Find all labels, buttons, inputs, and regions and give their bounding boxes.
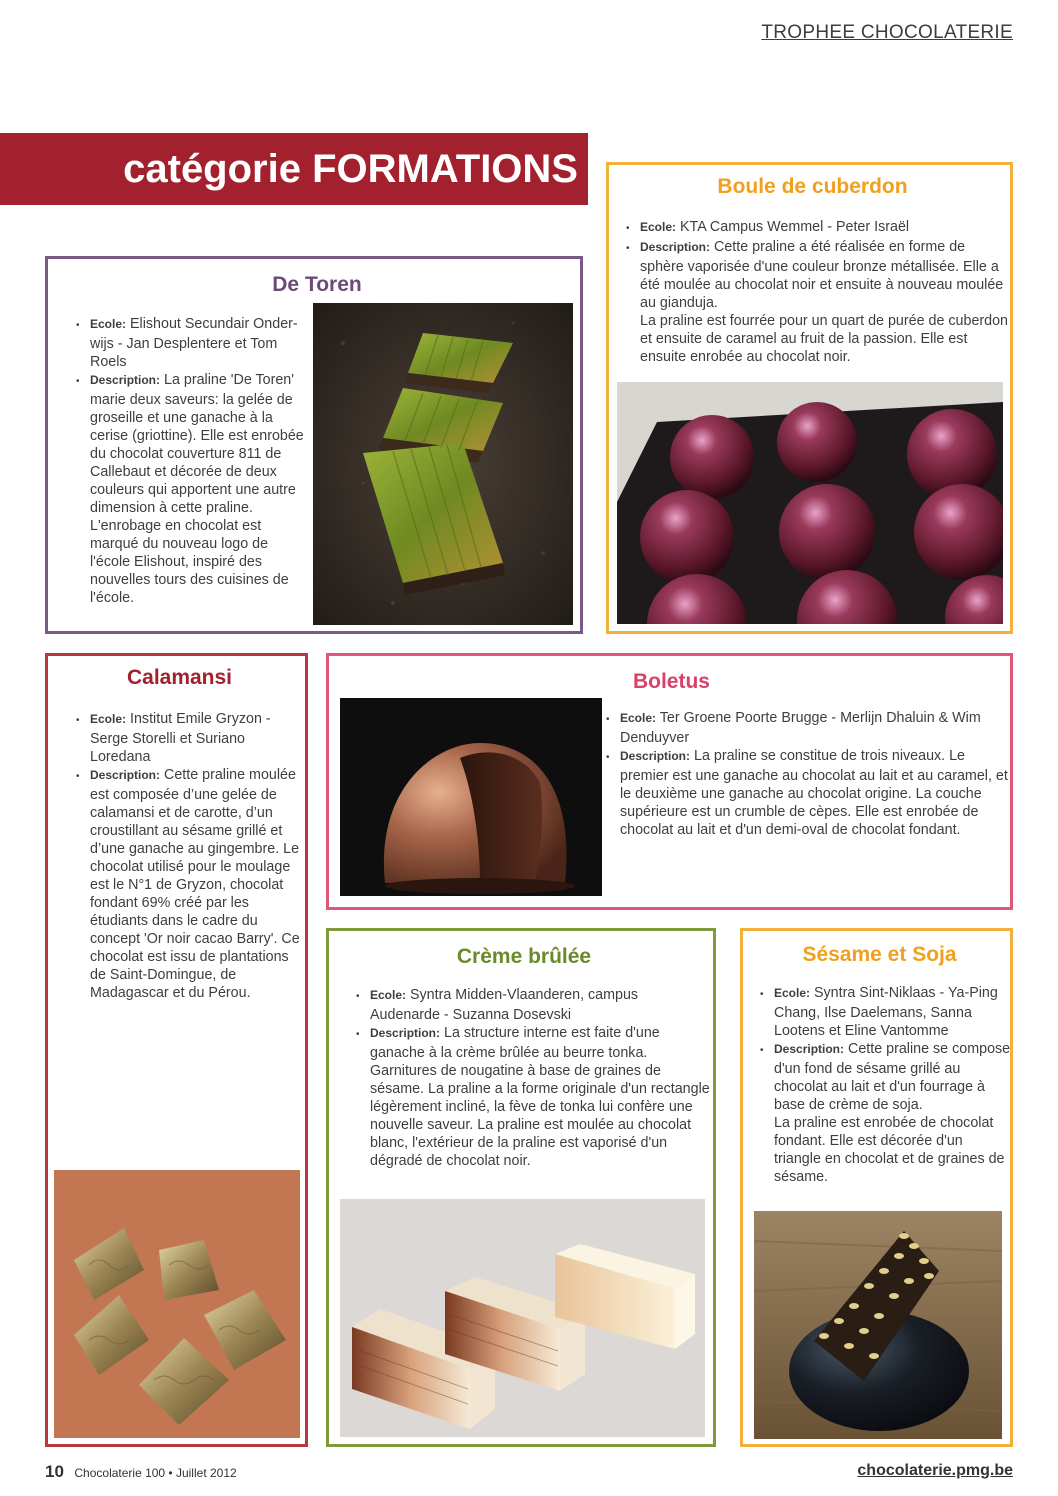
entry-calamansi xyxy=(45,653,308,1447)
category-banner xyxy=(0,133,588,205)
description-continued: La praline est fourrée pour un quart de purée de cuberdon et ensuite de caramel au fruit de la passion. Elle est ensuite enrobée au chocolat noir. xyxy=(640,313,1009,365)
entry-de-toren xyxy=(45,256,583,634)
ecole-line: • Ecole: Elishout Secundair Onder-wijs - Jan Desplentere et Tom Roels xyxy=(76,316,298,370)
entry-title: De Toren xyxy=(272,273,362,296)
ecole-line: • Ecole: Syntra Sint-Niklaas - Ya-Ping Chang, Ilse Daelemans, Sanna Lootens et Eline Vantomme xyxy=(760,985,998,1039)
photo-de-toren-pralines xyxy=(313,303,573,625)
category-title: catégorie FORMATIONS xyxy=(123,146,578,191)
description-label: Description: xyxy=(774,1042,845,1056)
entry-title: Crème brûlée xyxy=(456,945,592,968)
website-link[interactable]: chocolaterie.pmg.be xyxy=(857,1462,1013,1479)
ecole-line: • Ecole: Institut Emile Gryzon - Serge Storelli et Suriano Loredana xyxy=(76,711,271,765)
entry-description-block xyxy=(356,986,711,1170)
ecole-line: • Ecole: Syntra Midden-Vlaanderen, campus Audenarde - Suzanna Dosevski xyxy=(356,987,639,1023)
description-label: Description: xyxy=(640,240,711,254)
ecole-text: KTA Campus Wemmel - Peter Israël xyxy=(680,219,910,235)
description-line: • Description: Cette praline se compose d'un fond de sésame grillé au chocolat au lait et d'un fourrage à base de crème de soja. xyxy=(760,1041,1011,1113)
section-header: TROPHEE CHOCOLATERIE xyxy=(761,22,1013,43)
ecole-label: Ecole: xyxy=(90,712,127,726)
ecole-label: Ecole: xyxy=(90,317,127,331)
entry-title: Boletus xyxy=(632,670,710,693)
entry-description-block xyxy=(606,709,1011,839)
photo-sesame-et-soja-praline xyxy=(754,1211,1002,1439)
ecole-label: Ecole: xyxy=(370,988,407,1002)
entry-description-block xyxy=(76,315,308,607)
description-line: • Description: Cette praline a été réalisée en forme de sphère vaporisée d'une couleur bronze métallisée. Elle a été moulée au chocolat noir et ensuite à nouveau moulée au gianduja. xyxy=(626,239,1004,311)
entry-boletus xyxy=(326,653,1013,910)
ecole-label: Ecole: xyxy=(774,986,811,1000)
ecole-label: Ecole: xyxy=(640,220,677,234)
photo-boule-de-cuberdon xyxy=(617,382,1003,624)
entry-sesame-et-soja xyxy=(740,928,1013,1447)
magazine-issue: Chocolaterie 100 • Juillet 2012 xyxy=(74,1466,237,1480)
description-text: Cette praline se compose d'un fond de sésame grillé au chocolat au lait et d'un fourrage à base de crème de soja. xyxy=(774,1041,1011,1113)
description-label: Description: xyxy=(90,768,161,782)
ecole-label: Ecole: xyxy=(620,711,657,725)
description-label: Description: xyxy=(90,373,161,387)
entry-description-block xyxy=(760,984,1012,1186)
description-text: La praline se constitue de trois niveaux. Le premier est une ganache au chocolat au lait et au caramel, et le deuxième une ganache au chocolat origine. La couche supérieure est un crumble de cèpes. Elle est enrobée de chocolat au lait et d'un demi-oval de chocolat fondant. xyxy=(620,748,1008,838)
description-text: La structure interne est faite d'une ganache à la crème brûlée au beurre tonka. Garnitures de nougatine à base de graines de sésame. La praline a la forme originale d'un rectangle légèrement incliné, la fève de tonka lui confère une nouvelle saveur. La praline est moulée au chocolat blanc, l'extérieur de la praline est vaporisé d'un dégradé de chocolat noir. xyxy=(370,1025,710,1169)
page-number: 10 xyxy=(45,1462,64,1481)
entry-title: Calamansi xyxy=(126,666,233,689)
ecole-text: Institut Emile Gryzon - Serge Storelli et Suriano Loredana xyxy=(90,711,271,765)
description-line: • Description: La praline se constitue de trois niveaux. Le premier est une ganache au chocolat au lait et au caramel, et le deuxième une ganache au chocolat origine. La couche supérieure est un crumble de cèpes. Elle est enrobée de chocolat au lait et d'un demi-oval de chocolat fondant. xyxy=(606,748,1008,838)
description-line: • Description: La structure interne est faite d'une ganache à la crème brûlée au beurre tonka. Garnitures de nougatine à base de graines de sésame. La praline a la forme originale d'un rectangle légèrement incliné, la fève de tonka lui confère une nouvelle saveur. La praline est moulée au chocolat blanc, l'extérieur de la praline est vaporisé d'un dégradé de chocolat noir. xyxy=(356,1025,710,1169)
description-line: • Description: Cette praline moulée est composée d’une gelée de calamansi et de carotte, d’un croustillant au sésame grillé et d’une ganache au gingembre. Le chocolat utilisé pour le moulage est le N°1 de Gryzon, chocolat fondant 69% créé par les étudiants dans le cadre du concept 'Or noir cacao Barry'. Ce chocolat est issu de plantations de Saint-Domingue, de Madagascar et du Pérou. xyxy=(76,767,300,1001)
entry-creme-brulee xyxy=(326,928,716,1447)
description-line: • Description: La praline 'De Toren' marie deux saveurs: la gelée de groseille et une ganache à la cerise (griottine). Elle est enrobée du chocolat couverture 811 de Callebaut et décorée de deux couleurs qui apportent une autre dimension à cette praline. L'enrobage en chocolat est marqué du nouveau logo de l'école Elishout, inspiré des nouvelles tours des cuisines de l'école. xyxy=(76,372,304,606)
ecole-line: • Ecole: Ter Groene Poorte Brugge - Merlijn Dhaluin & Wim Denduyver xyxy=(606,710,981,746)
description-text: Cette praline moulée est composée d’une gelée de calamansi et de carotte, d’un croustillant au sésame grillé et d’une ganache au gingembre. Le chocolat utilisé pour le moulage est le N°1 de Gryzon, chocolat fondant 69% créé par les étudiants dans le cadre du concept 'Or noir cacao Barry'. Ce chocolat est issu de plantations de Saint-Domingue, de Madagascar et du Pérou. xyxy=(90,767,300,1001)
ecole-text: Ter Groene Poorte Brugge - Merlijn Dhaluin & Wim Denduyver xyxy=(620,710,981,746)
description-continued: La praline est enrobée de chocolat fondant. Elle est décorée d'un triangle en chocolat et de graines de sésame. xyxy=(774,1115,1005,1185)
description-label: Description: xyxy=(370,1026,441,1040)
ecole-text: Syntra Midden-Vlaanderen, campus Audenarde - Suzanna Dosevski xyxy=(370,987,639,1023)
description-text: Cette praline a été réalisée en forme de sphère vaporisée d'une couleur bronze métallisée. Elle a été moulée au chocolat noir et ensuite à nouveau moulée au gianduja. xyxy=(640,239,1004,311)
entry-title: Sésame et Soja xyxy=(802,943,957,966)
ecole-text: Syntra Sint-Niklaas - Ya-Ping Chang, Ilse Daelemans, Sanna Lootens et Eline Vantomme xyxy=(774,985,998,1039)
entry-description-block xyxy=(626,218,1011,366)
entry-boule-de-cuberdon xyxy=(606,162,1013,634)
description-label: Description: xyxy=(620,749,691,763)
photo-calamansi-pralines xyxy=(54,1170,300,1438)
ecole-line: • Ecole: KTA Campus Wemmel - Peter Israël xyxy=(626,219,910,235)
ecole-text: Elishout Secundair Onder-wijs - Jan Desplentere et Tom Roels xyxy=(90,316,298,370)
entry-description-block xyxy=(76,710,304,1002)
photo-boletus-praline xyxy=(340,698,602,896)
page-footer xyxy=(45,1462,237,1482)
description-text: La praline 'De Toren' marie deux saveurs: la gelée de groseille et une ganache à la cerise (griottine). Elle est enrobée du chocolat couverture 811 de Callebaut et décorée de deux couleurs qui apportent une autre dimension à cette praline. L'enrobage en chocolat est marqué du nouveau logo de l'école Elishout, inspiré des nouvelles tours des cuisines de l'école. xyxy=(90,372,304,606)
entry-title: Boule de cuberdon xyxy=(717,175,908,198)
photo-creme-brulee-pralines xyxy=(340,1199,705,1437)
